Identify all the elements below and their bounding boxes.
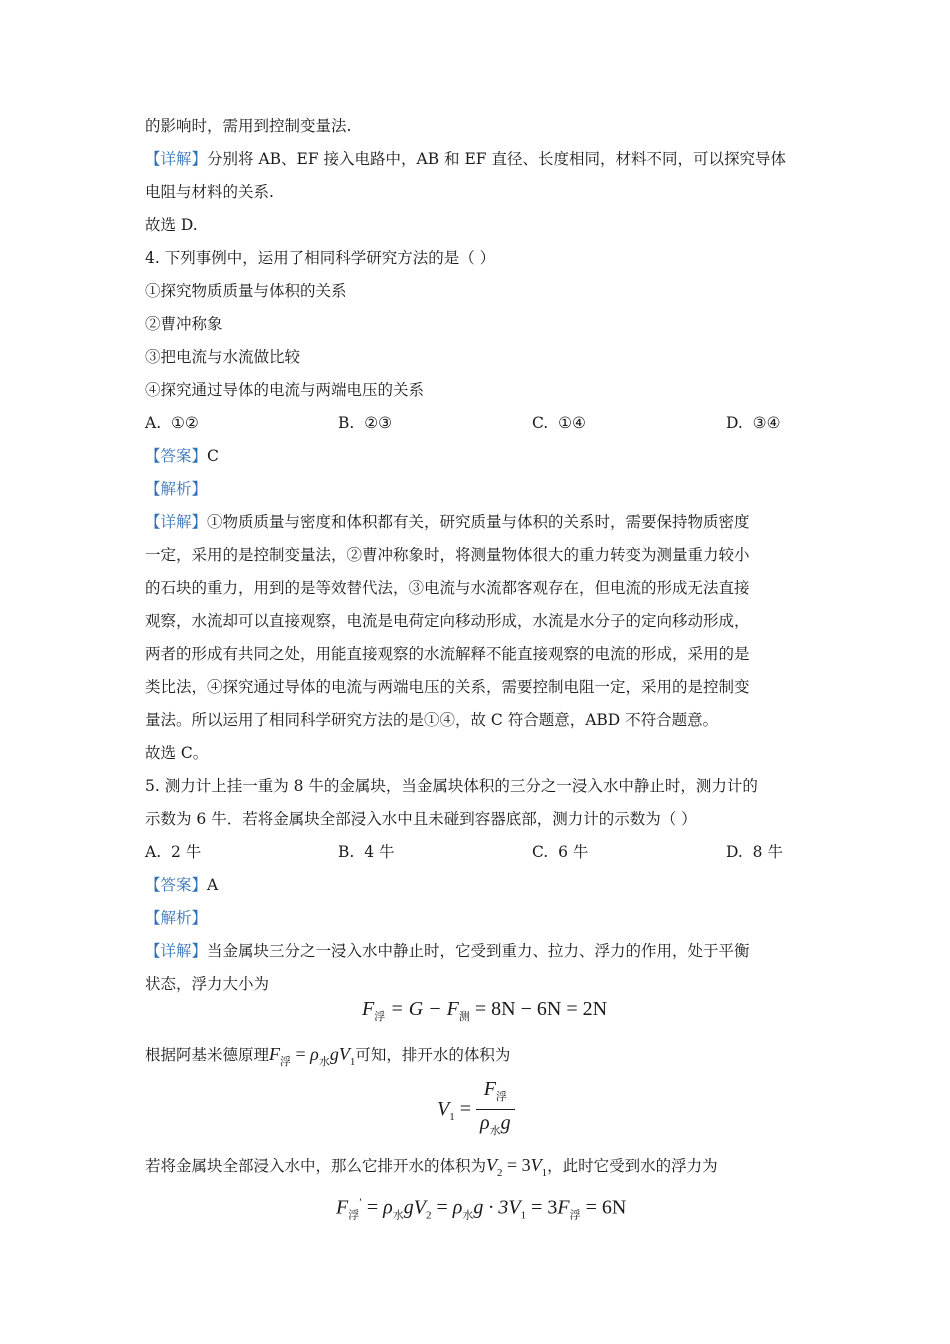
q4-item-2: ②曹冲称象 (145, 315, 223, 333)
q4-option-d: D. ③④ (726, 414, 781, 432)
q4-option-a: A. ①② (145, 414, 199, 432)
q4-detail-line: 观察，水流却可以直接观察，电流是电荷定向移动形成，水流是水分子的定向移动形成， (145, 612, 750, 630)
q4-detail-line: 类比法，④探究通过导体的电流与两端电压的关系，需要控制电阻一定，采用的是控制变 (145, 678, 750, 696)
q4-item-4: ④探究通过导体的电流与两端电压的关系 (145, 381, 425, 399)
detail-tag: 【详解】 (145, 513, 208, 531)
fraction: $\frac{F_浮}{\rho_水g}$ (476, 1077, 515, 1144)
detail-tag: 【详解】 (145, 942, 208, 960)
q5-option-a: A. 2 牛 (145, 843, 202, 861)
answer-tag: 【答案】 (145, 876, 208, 894)
detail-line (145, 148, 786, 170)
q4-item-3: ③把电流与水流做比较 (145, 348, 301, 366)
q4-detail-line: 【详解】①物质质量与密度和体积都有关，研究质量与体积的关系时，需要保持物质密度 (145, 513, 750, 531)
q5-detail-line: 状态，浮力大小为 (145, 975, 270, 993)
question-5-stem: 5. 测力计上挂一重为 8 牛的金属块，当金属块体积的三分之一浸入水中静止时，测力计的 (145, 777, 758, 795)
answer-value: A (207, 876, 219, 894)
formula-full-buoyancy: $F_浮' = \rho_水gV_2 = \rho_水g \cdot 3V_1 = 3F_浮 = 6N$ (336, 1195, 627, 1222)
answer-value: C (207, 447, 219, 465)
answer-tag: 【答案】 (145, 447, 208, 465)
q4-option-c: C. ①④ (532, 414, 586, 432)
q5-option-d: D. 8 牛 (726, 843, 783, 861)
q5-option-c: C. 6 牛 (532, 843, 589, 861)
text-line: 电阻与材料的关系. (145, 183, 274, 201)
q5-answer (145, 874, 218, 896)
q4-conclusion: 故选 C。 (145, 744, 209, 762)
conclusion-line: 故选 D. (145, 216, 198, 234)
q4-analysis-tag: 【解析】 (145, 480, 208, 498)
formula-buoyancy: $F_浮 = G - F_测 = 8N - 6N = 2N$ (362, 998, 608, 1023)
q5-detail-line: 【详解】当金属块三分之一浸入水中静止时，它受到重力、拉力、浮力的作用，处于平衡 (145, 942, 750, 960)
q4-detail-line: 一定，采用的是控制变量法，②曹冲称象时，将测量物体很大的重力转变为测量重力较小 (145, 546, 750, 564)
q4-answer (145, 445, 219, 467)
question-4-stem: 4. 下列事例中，运用了相同科学研究方法的是（ ） (145, 249, 496, 267)
q4-detail-line: 两者的形成有共同之处，用能直接观察的水流解释不能直接观察的电流的形成，采用的是 (145, 645, 750, 663)
formula-archimedes: $F_浮 = \rho_水gV_1$ (269, 1044, 356, 1068)
detail-text: 分别将 AB、EF 接入电路中，AB 和 EF 直径、长度相同，材料不同，可以探究导体 (207, 150, 786, 168)
detail-tag: 【详解】 (145, 150, 208, 168)
formula-volume-ratio: $V_2 = 3V_1$ (486, 1155, 548, 1179)
q4-item-1: ①探究物质质量与体积的关系 (145, 282, 347, 300)
q5-detail-line: 若将金属块全部浸入水中，那么它排开水的体积为$V_2 = 3V_1$，此时它受到水的浮力为 (145, 1155, 718, 1179)
q4-detail-line: 量法。所以运用了相同科学研究方法的是①④，故 C 符合题意，ABD 不符合题意。 (145, 711, 719, 729)
q5-analysis-tag: 【解析】 (145, 909, 208, 927)
q4-detail-line: 的石块的重力，用到的是等效替代法，③电流与水流都客观存在，但电流的形成无法直接 (145, 579, 750, 597)
text-line: 的影响时，需用到控制变量法. (145, 117, 352, 135)
q5-detail-line: 根据阿基米德原理$F_浮 = \rho_水gV_1$可知，排开水的体积为 (145, 1044, 511, 1068)
question-5-stem: 示数为 6 牛．若将金属块全部浸入水中且未碰到容器底部，测力计的示数为（ ） (145, 810, 697, 828)
q4-option-b: B. ②③ (338, 414, 392, 432)
q5-option-b: B. 4 牛 (338, 843, 395, 861)
formula-volume: $V_1$ = $\frac{F_浮}{\rho_水g}$ (437, 1077, 515, 1144)
